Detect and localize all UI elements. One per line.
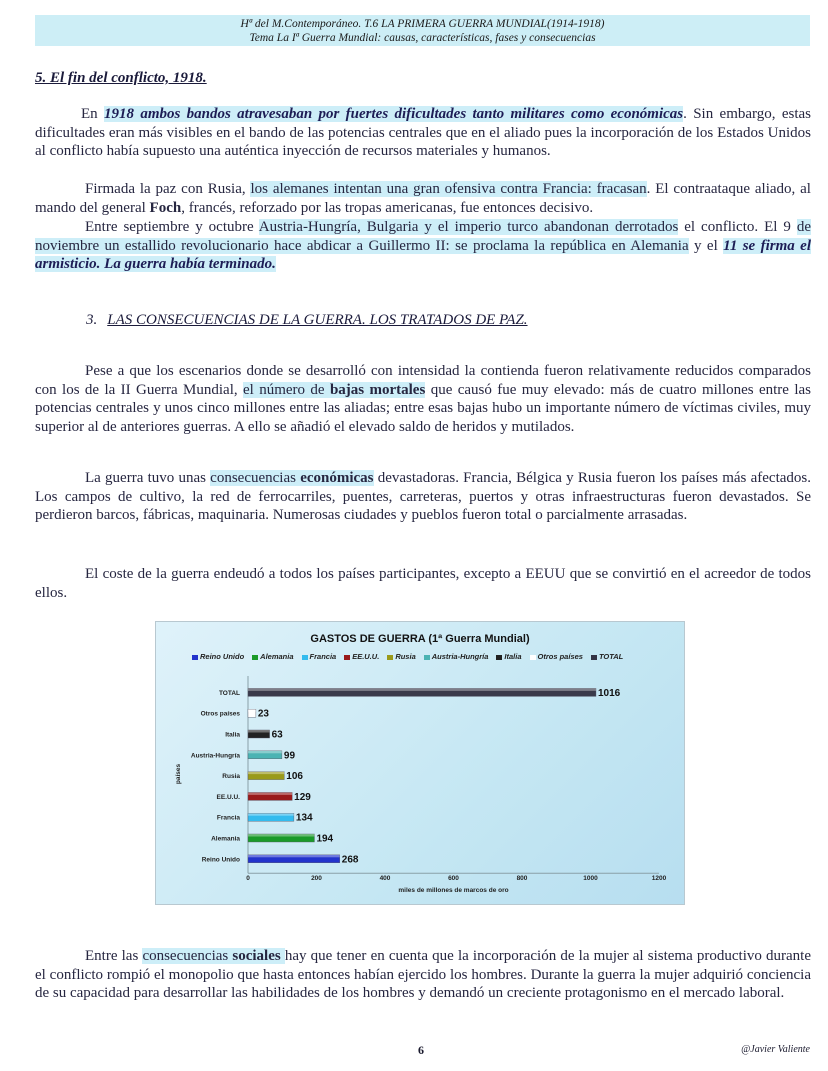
legend-label: Alemania [260,652,294,661]
text: Entre las [85,948,143,964]
category-label: Otros países [200,710,240,718]
page-number: 6 [418,1043,424,1057]
category-label: Francia [216,814,240,822]
bar-value-label: 129 [294,791,311,803]
bar-value-label: 1016 [597,687,621,699]
highlight-bold: bajas mortales [329,381,426,398]
highlight-bold: económicas [300,470,374,486]
x-tick-label: 1200 [651,875,667,882]
text: devastadoras. Francia, Bélgica y Rusia fueron los países más afectados. Los campos de cultivo, la red de ferrocarriles, puentes, carreteras, puertos y otras infraestructuras fueron devastados. Se perdieron barcos, fábricas, maquinaria. Numerosas ciudades y pueblos fueron total o parcialmente arrasadas. [35,470,811,524]
header-line-2: Tema La Iª Guerra Mundial: causas, características, fases y consecuencias [249,32,596,44]
highlight: consecuencias [142,948,233,964]
category-label: Reino Unido [201,856,240,864]
bar-value-label: 23 [257,708,270,720]
x-tick-label: 400 [379,875,391,882]
category-label: Austria-Hungría [190,752,240,760]
chart-plot [156,622,684,904]
section3-paragraph-4 [35,947,811,1003]
text: Firmada la paz con Rusia, [85,181,251,197]
text: La guerra tuvo unas [85,470,211,486]
x-tick-label: 0 [246,875,250,882]
highlight: el número de [243,381,330,398]
chart-title: GASTOS DE GUERRA (1ª Guerra Mundial) [310,633,530,645]
legend-label: Reino Unido [200,652,245,661]
bar-value-label: 268 [341,854,359,866]
category-label: Rusia [222,773,240,781]
war-expenses-chart [155,621,685,905]
legend-label: Otros países [537,652,583,661]
x-tick-label: 200 [311,875,322,882]
section5-paragraph-1 [35,105,811,161]
y-axis-label: países [175,763,182,785]
category-label: Alemania [211,835,240,843]
section5-paragraph-2 [35,180,811,217]
legend-label: Italia [504,652,522,661]
author-credit: @Javier Valiente [741,1044,810,1055]
bar-highlight [248,688,596,691]
highlight: 1918 ambos bandos atravesaban por fuertes dificultades tanto militares como económicas [104,106,684,122]
bar-highlight [248,709,256,712]
highlight: los alemanes intentan una gran ofensiva contra Francia: fracasan [250,181,647,197]
section3-paragraph-3: El coste de la guerra endeudó a todos los países participantes, excepto a EEUU que se convirtió en el acreedor de todos ellos. [35,566,811,601]
bar-value-label: 106 [286,771,303,783]
highlight: de noviembre un estallido revolucionario hace abdicar a Guillermo II: se proclama la república en Alemania [35,219,811,254]
text: hay que tener en cuenta que la incorporación de la mujer al sistema productivo durante el conflicto rompió el monopolio que hasta entonces habían ejercido los hombres. Durante la guerra la mujer adquirió conciencia de su capacidad para desarrollar las habilidades de los hombres y demandó un creciente protagonismo en el mercado laboral. [35,948,811,1002]
bar-highlight [248,792,292,795]
bar-highlight [248,751,282,754]
text: . Sin embargo, estas dificultades eran más visibles en el bando de las potencias centrales que en el aliado pues la incorporación de los Estados Unidos al conflicto había supuesto una auténtica inyección de recursos materiales y humanos. [35,106,812,160]
bar-highlight [248,772,284,775]
section3-paragraph-1 [35,362,811,436]
page-header [35,15,810,46]
text: y el [688,237,724,254]
section3-title [86,312,528,329]
text: , francés, reforzado por las tropas americanas, fue entonces decisivo. [181,199,594,216]
x-tick-label: 1000 [583,875,598,882]
x-tick-label: 800 [516,875,528,882]
bar-highlight [248,834,314,837]
category-label: TOTAL [218,689,240,697]
bold-text: Foch [149,199,182,216]
bar-value-label: 63 [271,729,283,741]
text: . El contraataque aliado, al mando del general [35,181,811,216]
text: que causó fue muy elevado: más de cuatro millones entre las potencias centrales y unos cinco millones entre las aliadas; entre esas bajas hubo un importante número de víctimas civiles, muy superior al de anteriores guerras. A ello se añadió el elevado saldo de heridos y mutilados. [35,381,811,435]
bar-highlight [248,855,340,858]
section5-title: 5. El fin del conflicto, 1918. [35,70,207,86]
text: En [81,106,104,122]
text: Pese a que los escenarios donde se desarrolló con intensidad la contienda fueron relativamente reducidos comparados con los de la II Guerra Mundial, [35,363,811,398]
bar-value-label: 99 [283,750,296,762]
section-number: 3. [86,312,98,328]
highlight-bold: sociales [232,948,285,964]
legend-label: EE.U.U. [352,652,380,661]
highlight: 11 se firma el armisticio. La guerra había terminado. [35,237,811,273]
legend-label: TOTAL [598,652,624,661]
x-axis-label: miles de millones de marcos de oro [398,887,509,894]
section3-paragraph-2 [35,469,811,525]
legend-label: Francia [309,652,337,661]
bar-value-label: 134 [295,812,313,824]
bar-highlight [248,813,294,816]
bar-value-label: 194 [316,833,334,845]
category-label: Italia [225,731,240,739]
text: el conflicto. El 9 [678,219,797,235]
legend-label: Rusia [395,652,416,661]
highlight: consecuencias [210,470,301,486]
section-heading: LAS CONSECUENCIAS DE LA GUERRA. LOS TRATADOS DE PAZ. [107,312,528,328]
legend-label: Austria-Hungría [431,652,489,661]
header-line-1: Hª del M.Contemporáneo. T.6 LA PRIMERA GUERRA MUNDIAL(1914-1918) [240,18,605,30]
highlight: Austria-Hungría, Bulgaria y el imperio turco abandonan derrotados [258,219,679,235]
section5-paragraph-3 [35,218,811,274]
text: Entre septiembre y octubre [85,219,259,235]
x-tick-label: 600 [448,875,459,882]
category-label: EE.U.U. [216,793,240,801]
bar-highlight [248,730,270,733]
